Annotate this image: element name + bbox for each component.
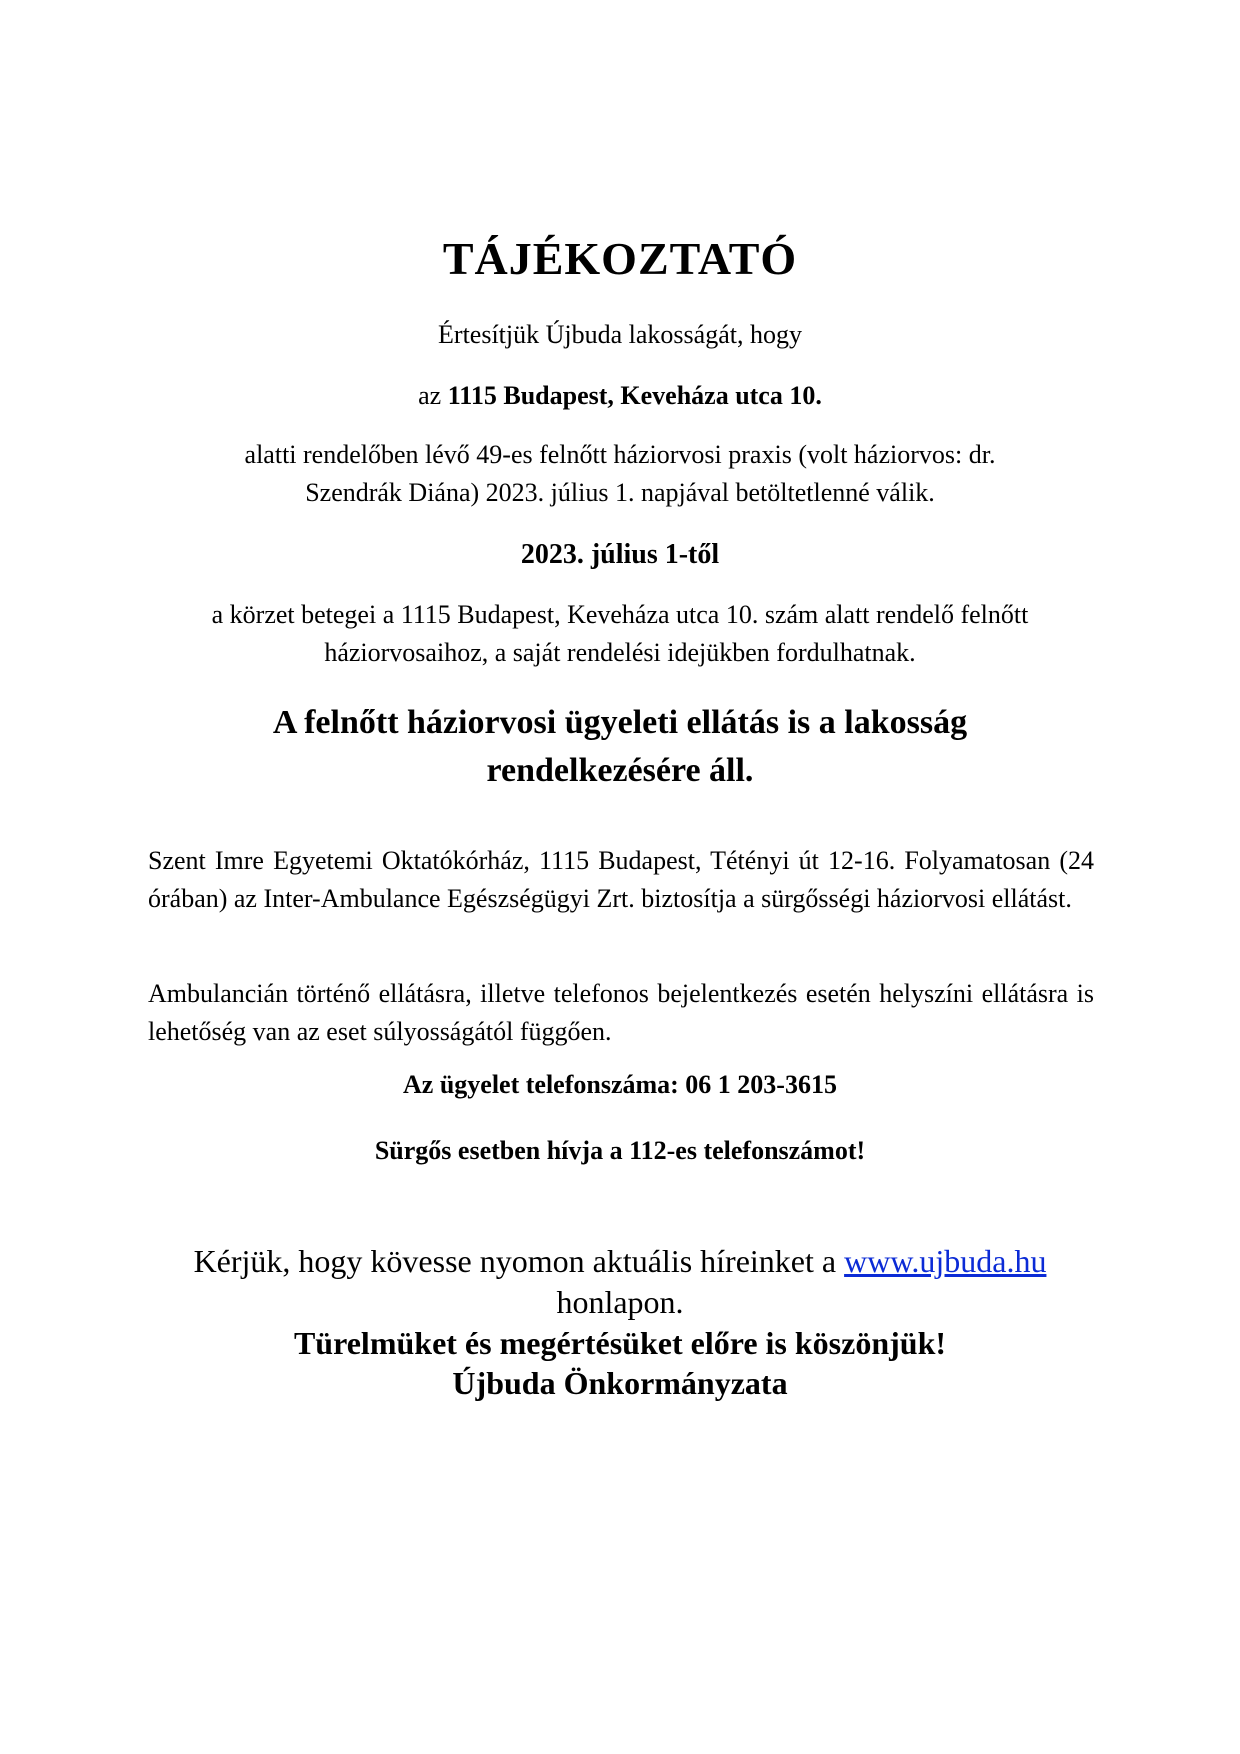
- address-line: [0, 381, 1240, 411]
- emphasis-line-1: A felnőtt háziorvosi ügyeleti ellátás is a lakosság: [272, 704, 968, 741]
- district-line-1: a körzet betegei a 1115 Budapest, Keveháza utca 10. szám alatt rendelő felnőtt: [211, 600, 1029, 629]
- footer-request-line-2: honlapon.: [556, 1284, 684, 1320]
- hospital-paragraph: Szent Imre Egyetemi Oktatókórház, 1115 Budapest, Tétényi út 12-16. Folyamatosan (24 órában) az Inter-Ambulance Egészségügyi Zrt. biztosítja a sürgősségi háziorvosi ellátást.: [148, 846, 1094, 913]
- signature: Újbuda Önkormányzata: [452, 1365, 788, 1401]
- date-heading: 2023. július 1-től: [520, 539, 720, 570]
- emphasis-line-2: rendelkezésére áll.: [486, 752, 754, 789]
- practice-line-2: Szendrák Diána) 2023. július 1. napjával betöltetlenné válik.: [305, 478, 935, 507]
- footer-request-line: [0, 1243, 1240, 1280]
- address-prefix: az: [418, 381, 448, 410]
- document-title: TÁJÉKOZTATÓ: [442, 233, 798, 284]
- footer-text: Kérjük, hogy kövesse nyomon aktuális híreinket a: [193, 1243, 845, 1279]
- thanks-line: Türelmüket és megértésüket előre is köszönjük!: [293, 1325, 947, 1361]
- phone-line: Az ügyelet telefonszáma: 06 1 203-3615: [403, 1070, 837, 1099]
- emergency-line: Sürgős esetben hívja a 112-es telefonszámot!: [374, 1136, 866, 1165]
- website-link[interactable]: www.ujbuda.hu: [844, 1243, 1047, 1279]
- address-bold: 1115 Budapest, Keveháza utca 10.: [447, 381, 822, 410]
- district-line-2: háziorvosaihoz, a saját rendelési idejükben fordulhatnak.: [324, 638, 916, 667]
- ambulance-paragraph: Ambulancián történő ellátásra, illetve telefonos bejelentkezés esetén helyszíni ellátásra is lehetőség van az eset súlyosságától függően.: [148, 979, 1094, 1046]
- intro-line: Értesítjük Újbuda lakosságát, hogy: [438, 320, 802, 349]
- practice-line-1: alatti rendelőben lévő 49-es felnőtt háziorvosi praxis (volt háziorvos: dr.: [244, 440, 996, 469]
